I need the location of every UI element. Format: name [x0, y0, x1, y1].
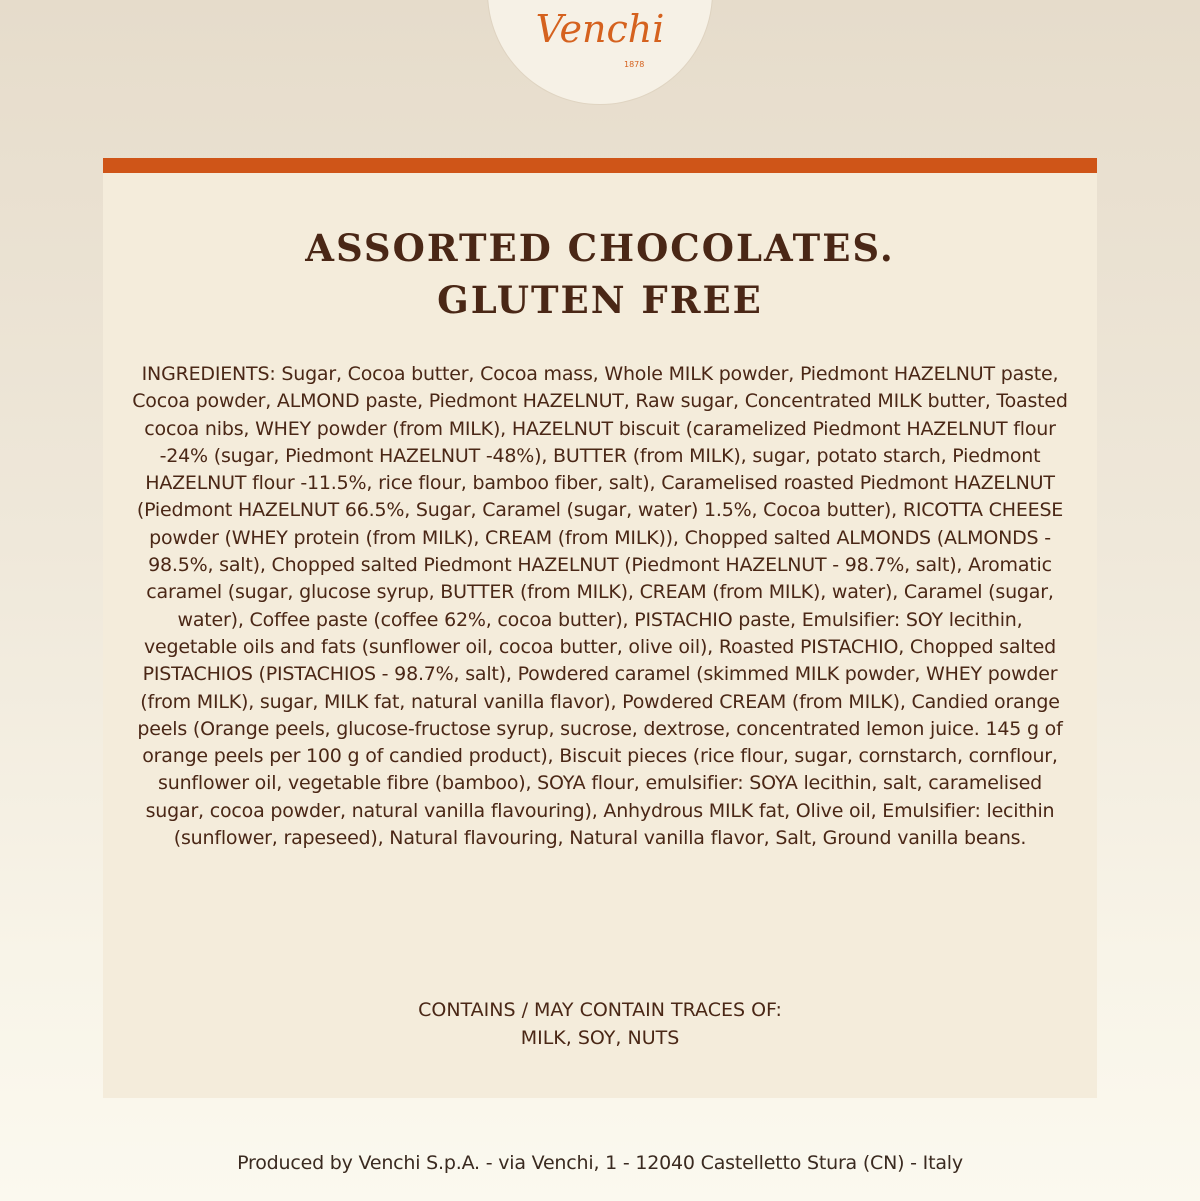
product-title-line2: GLUTEN FREE	[437, 278, 763, 322]
product-title-line1: ASSORTED CHOCOLATES.	[305, 226, 895, 270]
brand-logo: Venchi	[535, 7, 665, 51]
card-accent-bar	[103, 158, 1097, 173]
product-title	[0, 222, 1200, 326]
allergen-section	[0, 996, 1200, 1052]
producer-footer: Produced by Venchi S.p.A. - via Venchi, 1 - 12040 Castelletto Stura (CN) - Italy	[237, 1152, 963, 1174]
brand-year: 1878	[624, 60, 645, 69]
allergen-heading: CONTAINS / MAY CONTAIN TRACES OF:	[418, 999, 782, 1021]
ingredients-text: INGREDIENTS: Sugar, Cocoa butter, Cocoa mass, Whole MILK powder, Piedmont HAZELNUT paste, Cocoa powder, ALMOND paste, Piedmont HAZELNUT, Raw sugar, Concentrated MILK butter, Toasted cocoa nibs, WHEY powder (from MILK), HAZELNUT biscuit (caramelized Piedmont HAZELNUT flour -24% (sugar, Piedmont HAZELNUT -48%), BUTTER (from MILK), sugar, potato starch, Piedmont HAZELNUT flour -11.5%, rice flour, bamboo fiber, salt), Caramelised roasted Piedmont HAZELNUT (Piedmont HAZELNUT 66.5%, Sugar, Caramel (sugar, water) 1.5%, Cocoa butter), RICOTTA CHEESE powder (WHEY protein (from MILK), CREAM (from MILK)), Chopped salted ALMONDS (ALMONDS - 98.5%, salt), Chopped salted Piedmont HAZELNUT (Piedmont HAZELNUT - 98.7%, salt), Aromatic caramel (sugar, glucose syrup, BUTTER (from MILK), CREAM (from MILK), water), Caramel (sugar, water), Coffee paste (coffee 62%, cocoa butter), PISTACHIO paste, Emulsifier: SOY lecithin, vegetable oils and fats (sunflower oil, cocoa butter, olive oil), Roasted PISTACHIO, Chopped salted PISTACHIOS (PISTACHIOS - 98.7%, salt), Powdered caramel (skimmed MILK powder, WHEY powder (from MILK), sugar, MILK fat, natural vanilla flavor), Powdered CREAM (from MILK), Candied orange peels (Orange peels, glucose-fructose syrup, sucrose, dextrose, concentrated lemon juice. 145 g of orange peels per 100 g of candied product), Biscuit pieces (rice flour, sugar, cornstarch, cornflour, sunflower oil, vegetable fibre (bamboo), SOYA flour, emulsifier: SOYA lecithin, salt, caramelised sugar, cocoa powder, natural vanilla flavouring), Anhydrous MILK fat, Olive oil, Emulsifier: lecithin (sunflower, rapeseed), Natural flavouring, Natural vanilla flavor, Salt, Ground vanilla beans.	[132, 363, 1068, 850]
allergen-list: MILK, SOY, NUTS	[520, 1027, 680, 1049]
logo-badge	[488, 0, 712, 104]
